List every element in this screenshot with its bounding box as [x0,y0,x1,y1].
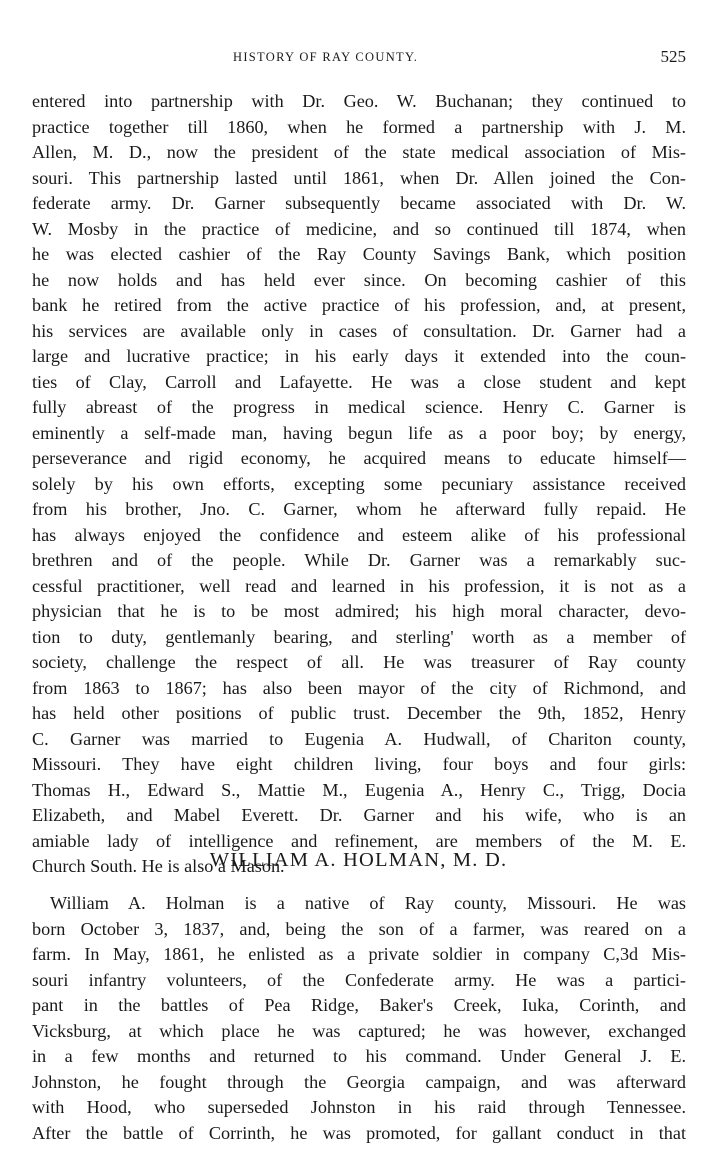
text-line: Johnston, he fought through the Georgia campaign, and was afterward [32,1071,686,1092]
text-line: entered into partnership with Dr. Geo. W. Buchanan; they continued to [32,91,686,111]
biography-paragraph [32,891,686,1146]
text-line: eminently a self-made man, having begun life as a poor boy; by energy, [32,422,686,443]
text-line: ties of Clay, Carroll and Lafayette. He was a close student and kept [32,371,686,392]
text-line: from 1863 to 1867; has also been mayor of the city of Richmond, and [32,677,686,698]
text-line: Elizabeth, and Mabel Everett. Dr. Garner and his wife, who is an [32,805,686,825]
section-heading: WILLIAM A. HOLMAN, M. D. [209,849,508,871]
text-line: brethren and of the people. While Dr. Garner was a remarkably suc- [32,550,686,570]
text-line: Allen, M. D., now the president of the state medical association of Mis- [32,142,686,162]
text-line: his services are available only in cases of consultation. Dr. Garner had a [32,320,686,341]
page-number: 525 [660,47,686,66]
text-line: in a few months and returned to his command. Under General J. E. [32,1046,686,1066]
text-line: souri infantry volunteers, of the Confederate army. He was a partici- [32,969,686,990]
text-line: practice together till 1860, when he formed a partnership with J. M. [32,116,686,137]
text-line: perseverance and rigid economy, he acquired means to educate himself— [32,448,686,468]
text-line: pant in the battles of Pea Ridge, Baker's Creek, Iuka, Corinth, and [32,995,686,1015]
text-line: society, challenge the respect of all. He was treasurer of Ray county [32,652,686,672]
text-line: he was elected cashier of the Ray County Savings Bank, which position [32,244,686,264]
text-line: farm. In May, 1861, he enlisted as a private soldier in company C,3d Mis- [32,944,686,964]
text-line: W. Mosby in the practice of medicine, and so continued till 1874, when [32,218,686,239]
text-line: tion to duty, gentlemanly bearing, and sterling' worth as a member of [32,626,686,647]
text-line: Church South. He is also a Mason. [32,856,285,876]
text-line: amiable lady of intelligence and refinement, are members of the M. E. [32,830,686,851]
text-line: with Hood, who superseded Johnston in his raid through Tennessee. [32,1097,686,1117]
text-line: born October 3, 1837, and, being the son of a farmer, was reared on a [32,918,686,939]
text-line: cessful practitioner, well read and learned in his profession, it is not as a [32,575,686,596]
text-line: from his brother, Jno. C. Garner, whom he afterward fully repaid. He [32,499,686,519]
text-line: fully abreast of the progress in medical science. Henry C. Garner is [32,397,686,417]
text-line: solely by his own efforts, excepting some pecuniary assistance received [32,473,686,494]
text-line: federate army. Dr. Garner subsequently became associated with Dr. W. [32,193,686,213]
text-line: bank he retired from the active practice of his profession, and, at present, [32,295,686,315]
continuation-paragraph [32,89,686,880]
text-line: C. Garner was married to Eugenia A. Hudwall, of Chariton county, [32,728,686,749]
text-line: large and lucrative practice; in his early days it extended into the coun- [32,346,686,366]
text-line: After the battle of Corrinth, he was promoted, for gallant conduct in that [32,1122,686,1143]
text-line: Missouri. They have eight children living, four boys and four girls: [32,754,686,774]
text-line: has held other positions of public trust. December the 9th, 1852, Henry [32,703,686,723]
text-line: physician that he is to be most admired; his high moral character, devo- [32,601,686,621]
text-line: Thomas H., Edward S., Mattie M., Eugenia A., Henry C., Trigg, Docia [32,779,686,800]
text-line: has always enjoyed the confidence and esteem alike of his professional [32,524,686,545]
text-line: Vicksburg, at which place he was captured; he was however, exchanged [32,1020,686,1041]
text-line: William A. Holman is a native of Ray county, Missouri. He was [50,893,686,913]
running-header-title: HISTORY OF RAY COUNTY. [233,50,419,64]
text-line: souri. This partnership lasted until 1861, when Dr. Allen joined the Con- [32,167,686,188]
text-line: he now holds and has held ever since. On becoming cashier of this [32,269,686,290]
